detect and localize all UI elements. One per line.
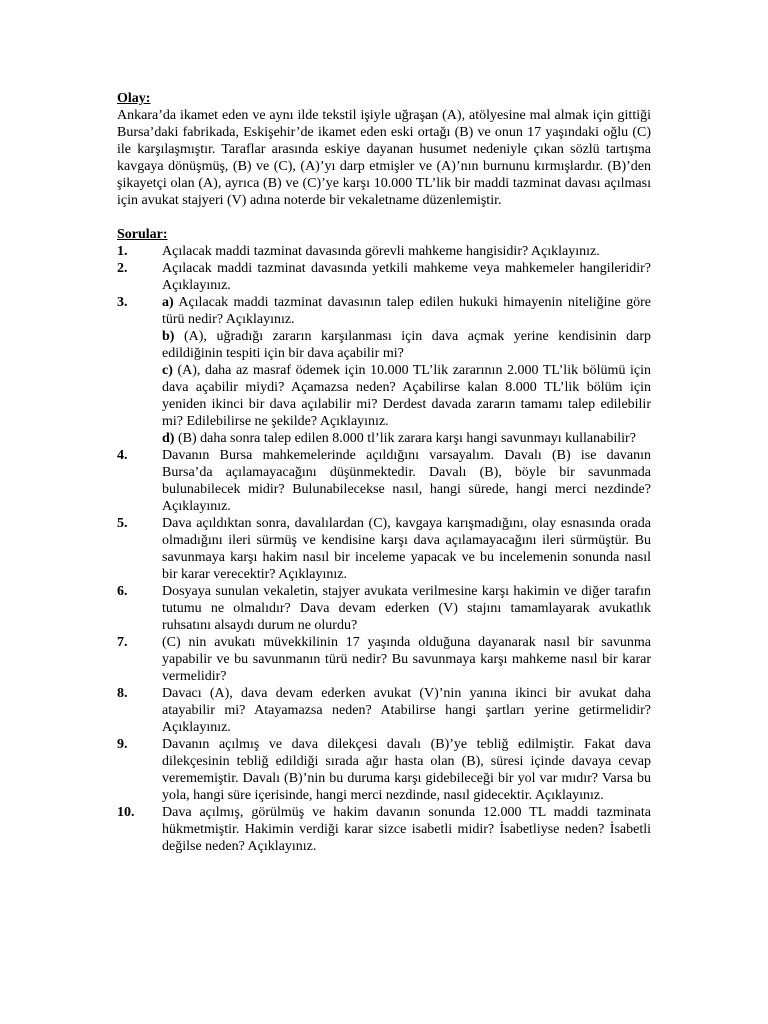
- subquestion-label: d): [162, 431, 175, 446]
- question-subparts: [162, 294, 651, 447]
- subquestion-b: [162, 328, 651, 362]
- question-text: Dava açıldıktan sonra, davalılardan (C), kavgaya karışmadığını, olay esnasında orada olmadığını ileri sürmüş ve kendisine karşı dava açılamayacağını ileri sürmüştür. Bu savunmaya karşı hakim nasıl bir inceleme yapacak ve bu incelemenin sonunda nasıl bir karar verecektir? Açıklayınız.: [162, 516, 651, 582]
- subquestion-text: (B) daha sonra talep edilen 8.000 tl’lik zarara karşı hangi savunmayı kullanabilir?: [177, 431, 636, 446]
- question-number: 10.: [117, 805, 135, 820]
- subquestion-text: (A), daha az masraf ödemek için 10.000 TL’lik zararının 2.000 TL’lik bölümü için dava açabilir miydi? Açamazsa neden? Açabilirse kalan 8.000 TL’lik bölüm için yeniden ikinci bir dava açılabilir mi? Derdest davada zararın tamamı talep edilebilir mi? Edilebilirse ne şekilde? Açıklayınız.: [162, 363, 651, 429]
- question-text: Davanın açılmış ve dava dilekçesi davalı (B)’ye tebliğ edilmiştir. Fakat dava dilekçesinin tebliğ edildiği sırada ağır hasta olan (B), süresi içinde davaya cevap verememiştir. Davalı (B)’nin bu duruma karşı gidebileceği bir yol var mıdır? Varsa bu yola, hangi süre içerisinde, hangi merci nezdinde, nasıl gidecektir. Açıklayınız.: [162, 737, 651, 803]
- question-number: 2.: [117, 261, 128, 276]
- question-9: [117, 736, 651, 804]
- question-3: [117, 294, 651, 447]
- question-text: Davanın Bursa mahkemelerinde açıldığını varsayalım. Davalı (B) ise davanın Bursa’da açılamayacağını düşünmektedir. Davalı (B), böyle bir savunmada bulunabilecek midir? Bulunabilecekse nasıl, hangi sürede, hangi merci nezdinde? Açıklayınız.: [162, 448, 651, 514]
- question-2: [117, 260, 651, 294]
- subquestion-text: Açılacak maddi tazminat davasının talep edilen hukuki himayenin niteliğine göre türü nedir? Açıklayınız.: [162, 295, 651, 327]
- subquestion-d: [162, 430, 651, 447]
- question-text: Davacı (A), dava devam ederken avukat (V)’nin yanına ikinci bir avukat daha atayabilir mi? Atayamazsa neden? Atabilirse hangi şartları yerine getirmelidir? Açıklayınız.: [162, 686, 651, 735]
- question-text: Açılacak maddi tazminat davasında yetkili mahkeme veya mahkemeler hangileridir? Açıklayınız.: [162, 261, 651, 293]
- question-7: [117, 634, 651, 685]
- question-1: [117, 243, 651, 260]
- question-number: 9.: [117, 737, 128, 752]
- question-text: Dava açılmış, görülmüş ve hakim davanın sonunda 12.000 TL maddi tazminata hükmetmiştir. Hakimin verdiği karar sizce isabetli midir? İsabetliyse neden? İsabetli değilse neden? Açıklayınız.: [162, 805, 651, 854]
- olay-text: Ankara’da ikamet eden ve aynı ilde tekstil işiyle uğraşan (A), atölyesine mal almak için gittiği Bursa’daki fabrikada, Eskişehir’de ikamet eden eski ortağı (B) ve onun 17 yaşındaki oğlu (C) ile karşılaşmıştır. Taraflar arasında eskiye dayanan husumet nedeniyle çıkan sözlü tartışma kavgaya dönüşmüş, (B) ve (C), (A)’yı darp etmişler ve (A)’nın burnunu kırmışlardır. (B)’den şikayetçi olan (A), ayrıca (B) ve (C)’ye karşı 10.000 TL’lik bir maddi tazminat davası açılması için avukat stajyeri (V) adına noterde bir vekaletname düzenlemiştir.: [117, 108, 651, 208]
- subquestion-label: c): [162, 363, 173, 378]
- subquestion-c: [162, 362, 651, 430]
- subquestion-text: (A), uğradığı zararın karşılanması için dava açmak yerine kendisinin darp edildiğinin tespiti için bir dava açabilir mi?: [162, 329, 652, 361]
- section-gap: [117, 209, 651, 226]
- question-5: [117, 515, 651, 583]
- question-text: Dosyaya sunulan vekaletin, stajyer avukata verilmesine karşı hakimin ve diğer tarafın tutumu ne olmalıdır? Dava devam ederken (V) stajını tamamlayarak avukatlık ruhsatını alsaydı durum ne olurdu?: [162, 584, 651, 633]
- question-text: Açılacak maddi tazminat davasında görevli mahkeme hangisidir? Açıklayınız.: [162, 244, 600, 259]
- question-8: [117, 685, 651, 736]
- document-page: [117, 90, 651, 855]
- question-number: 7.: [117, 635, 128, 650]
- question-number: 8.: [117, 686, 128, 701]
- question-4: [117, 447, 651, 515]
- question-number: 3.: [117, 295, 128, 310]
- question-number: 5.: [117, 516, 128, 531]
- question-10: [117, 804, 651, 855]
- subquestion-label: a): [162, 295, 174, 310]
- subquestion-label: b): [162, 329, 175, 344]
- question-6: [117, 583, 651, 634]
- olay-heading: Olay:: [117, 91, 151, 106]
- question-number: 4.: [117, 448, 128, 463]
- subquestion-a: [162, 294, 651, 328]
- sorular-heading: Sorular:: [117, 227, 168, 242]
- question-number: 1.: [117, 244, 128, 259]
- question-text: (C) nin avukatı müvekkilinin 17 yaşında olduğuna dayanarak nasıl bir savunma yapabilir ve bu savunmanın türü nedir? Bu savunmaya karşı mahkeme nasıl bir karar vermelidir?: [162, 635, 651, 684]
- question-number: 6.: [117, 584, 128, 599]
